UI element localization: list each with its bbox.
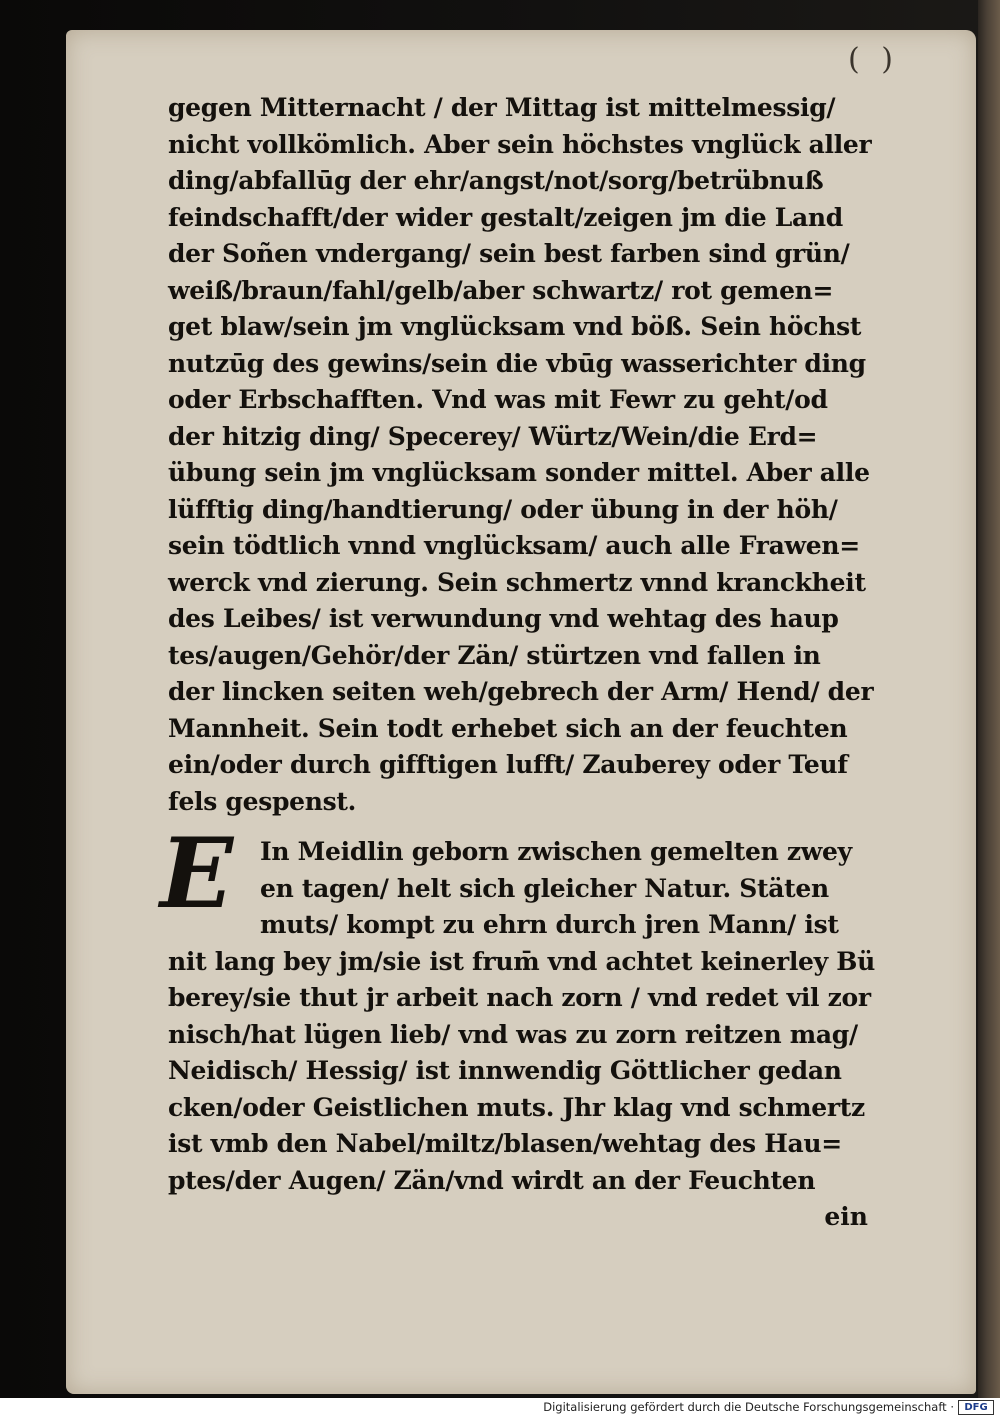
text-line: In Meidlin geborn zwischen gemelten zwey [260,837,852,866]
text-line: ein/oder durch gifftigen lufft/ Zauberey oder Teuf [168,750,848,779]
dfg-logo: DFG [958,1400,994,1415]
text-line: gegen Mitternacht / der Mittag ist mittelmessig/ [168,93,836,122]
catchword: ein [824,1202,868,1231]
text-line: berey/sie thut jr arbeit nach zorn / vnd redet vil zor [168,983,871,1012]
text-line: Mannheit. Sein todt erhebet sich an der feuchten [168,713,848,743]
text-line: tes/augen/Gehör/der Zän/ stürtzen vnd fallen in [168,640,821,670]
text-line: nutzūg des gewins/sein die vbūg wasserichter ding [168,348,866,378]
text-line: übung sein jm vnglücksam sonder mittel. Aber alle [168,458,870,487]
book-edge [978,0,1000,1398]
text-line: der lincken seiten weh/gebrech der Arm/ Hend/ der [168,677,874,706]
text-line: werck vnd zierung. Sein schmertz vnnd kranckheit [168,567,866,597]
text-block [160,90,875,1236]
text-line: des Leibes/ ist verwundung vnd wehtag des haup [168,604,839,633]
page-corner-mark: ( ) [848,42,899,77]
text-line: lüfftig ding/handtierung/ oder übung in der höh/ [168,494,838,524]
text-line: nisch/hat lügen lieb/ vnd was zu zorn reitzen mag/ [168,1019,858,1049]
text-line: en tagen/ helt sich gleicher Natur. Stäten [260,873,829,903]
text-line: get blaw/sein jm vnglücksam vnd böß. Sein höchst [168,312,862,341]
text-line: oder Erbschafften. Vnd was mit Fewr zu geht/od [168,385,828,414]
text-line: ist vmb den Nabel/miltz/blasen/wehtag des Hau= [168,1129,842,1158]
text-line: nit lang bey jm/sie ist frum̄ vnd achtet keinerley Bü [168,946,875,976]
text-line: ding/abfallūg der ehr/angst/not/sorg/betrübnuß [168,166,824,195]
text-line: nicht vollkömlich. Aber sein höchstes vnglück aller [168,129,872,159]
text-line: Neidisch/ Hessig/ ist innwendig Göttlicher gedan [168,1056,842,1085]
text-line: der Soñen vndergang/ sein best farben sind grün/ [168,239,850,268]
text-line: muts/ kompt zu ehrn durch jren Mann/ ist [260,910,839,939]
text-line: cken/oder Geistlichen muts. Jhr klag vnd schmertz [168,1092,865,1122]
text-line: weiß/braun/fahl/gelb/aber schwartz/ rot gemen= [168,275,834,305]
paragraph-2-indented-lines [168,834,868,944]
catchword-row [168,1199,868,1236]
paragraph-2-lines [168,944,875,1200]
text-line: feindschafft/der wider gestalt/zeigen jm die Land [168,202,843,232]
paragraph-2 [160,817,875,1236]
text-line: sein tödtlich vnnd vnglücksam/ auch alle Frawen= [168,531,860,560]
paragraph-1 [168,90,874,820]
drop-initial: E [160,817,234,930]
text-line: der hitzig ding/ Specerey/ Würtz/Wein/die Erd= [168,421,818,451]
footer-credit: Digitalisierung gefördert durch die Deutsche Forschungsgemeinschaft · [543,1400,954,1414]
footer-bar [0,1398,1000,1419]
text-line: ptes/der Augen/ Zän/vnd wirdt an der Feuchten [168,1165,816,1195]
text-line: fels gespenst. [168,786,357,816]
